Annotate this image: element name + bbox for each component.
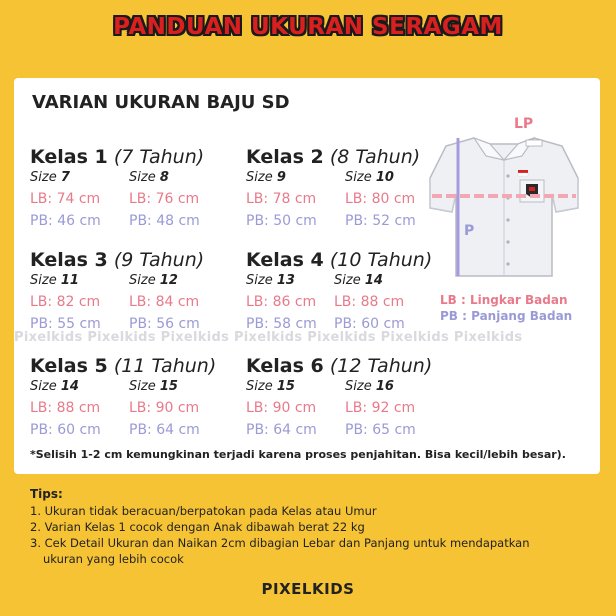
shirt-diagram [426, 116, 582, 286]
pb-value: PB: 65 cm [345, 422, 416, 438]
pb-value: PB: 52 cm [345, 213, 416, 229]
size-column: Size 14 LB: 88 cm PB: 60 cm [30, 379, 130, 438]
pb-value: PB: 55 cm [30, 316, 101, 332]
tip-item: 1. Ukuran tidak beracuan/berpatokan pada Kelas atau Umur [30, 504, 377, 518]
watermark: Pixelkids Pixelkids Pixelkids Pixelkids Pixelkids Pixelkids Pixelkids [14, 330, 523, 345]
lb-value: LB: 76 cm [129, 191, 200, 207]
class-heading: Kelas 3 (9 Tahun) [30, 249, 205, 271]
lp-label: LP [514, 116, 534, 132]
lb-value: LB: 88 cm [30, 400, 101, 416]
lb-value: LB: 86 cm [246, 294, 317, 310]
class-heading: Kelas 1 (7 Tahun) [30, 146, 205, 168]
size-column: Size 9 LB: 78 cm PB: 50 cm [246, 170, 346, 229]
size-column: Size 10 LB: 80 cm PB: 52 cm [345, 170, 445, 229]
pb-value: PB: 60 cm [334, 316, 405, 332]
card-title: VARIAN UKURAN BAJU SD [32, 92, 290, 113]
class-heading: Kelas 6 (12 Tahun) [246, 355, 433, 377]
pb-value: PB: 46 cm [30, 213, 101, 229]
legend-lb: LB : Lingkar Badan [440, 293, 568, 307]
lb-value: LB: 78 cm [246, 191, 317, 207]
class-group-4 [246, 249, 433, 332]
tip-item-continuation: ukuran yang lebih cocok [43, 552, 184, 566]
lb-value: LB: 90 cm [129, 400, 200, 416]
pb-value: PB: 58 cm [246, 316, 317, 332]
class-group-1 [30, 146, 205, 229]
class-heading: Kelas 5 (11 Tahun) [30, 355, 217, 377]
pb-value: PB: 60 cm [30, 422, 101, 438]
lb-value: LB: 88 cm [334, 294, 405, 310]
size-guide-card [14, 78, 600, 474]
lb-value: LB: 82 cm [30, 294, 101, 310]
size-column: Size 14 LB: 88 cm PB: 60 cm [334, 273, 434, 332]
class-group-2 [246, 146, 421, 229]
lb-value: LB: 74 cm [30, 191, 101, 207]
tips-section [30, 486, 590, 567]
shirt-icon [426, 116, 582, 286]
tailoring-note: *Selisih 1-2 cm kemungkinan terjadi karena proses penjahitan. Bisa kecil/lebih besar). [30, 448, 566, 461]
tip-item: 2. Varian Kelas 1 cocok dengan Anak dibawah berat 22 kg [30, 520, 365, 534]
size-column: Size 16 LB: 92 cm PB: 65 cm [345, 379, 445, 438]
legend-pb: PB : Panjang Badan [440, 309, 573, 323]
pb-value: PB: 64 cm [246, 422, 317, 438]
pb-value: PB: 64 cm [129, 422, 200, 438]
class-heading: Kelas 4 (10 Tahun) [246, 249, 433, 271]
class-group-3 [30, 249, 205, 332]
pb-value: PB: 48 cm [129, 213, 200, 229]
size-column: Size 15 LB: 90 cm PB: 64 cm [246, 379, 346, 438]
class-group-5 [30, 355, 217, 438]
lb-value: LB: 90 cm [246, 400, 317, 416]
class-group-6 [246, 355, 433, 438]
size-column: Size 12 LB: 84 cm PB: 56 cm [129, 273, 229, 332]
size-column: Size 13 LB: 86 cm PB: 58 cm [246, 273, 346, 332]
pb-value: PB: 56 cm [129, 316, 200, 332]
size-column: Size 15 LB: 90 cm PB: 64 cm [129, 379, 229, 438]
tip-item: 3. Cek Detail Ukuran dan Naikan 2cm dibagian Lebar dan Panjang untuk mendapatkan [30, 536, 530, 550]
lb-value: LB: 80 cm [345, 191, 416, 207]
class-heading: Kelas 2 (8 Tahun) [246, 146, 421, 168]
pb-value: PB: 50 cm [246, 213, 317, 229]
p-label: P [464, 223, 475, 239]
size-column: Size 7 LB: 74 cm PB: 46 cm [30, 170, 130, 229]
lb-value: LB: 92 cm [345, 400, 416, 416]
brand-footer: PIXELKIDS [261, 580, 355, 598]
page-banner-title: PANDUAN UKURAN SERAGAM [113, 14, 503, 40]
lb-value: LB: 84 cm [129, 294, 200, 310]
size-column: Size 11 LB: 82 cm PB: 55 cm [30, 273, 130, 332]
size-column: Size 8 LB: 76 cm PB: 48 cm [129, 170, 229, 229]
tips-title: Tips: [30, 487, 63, 501]
